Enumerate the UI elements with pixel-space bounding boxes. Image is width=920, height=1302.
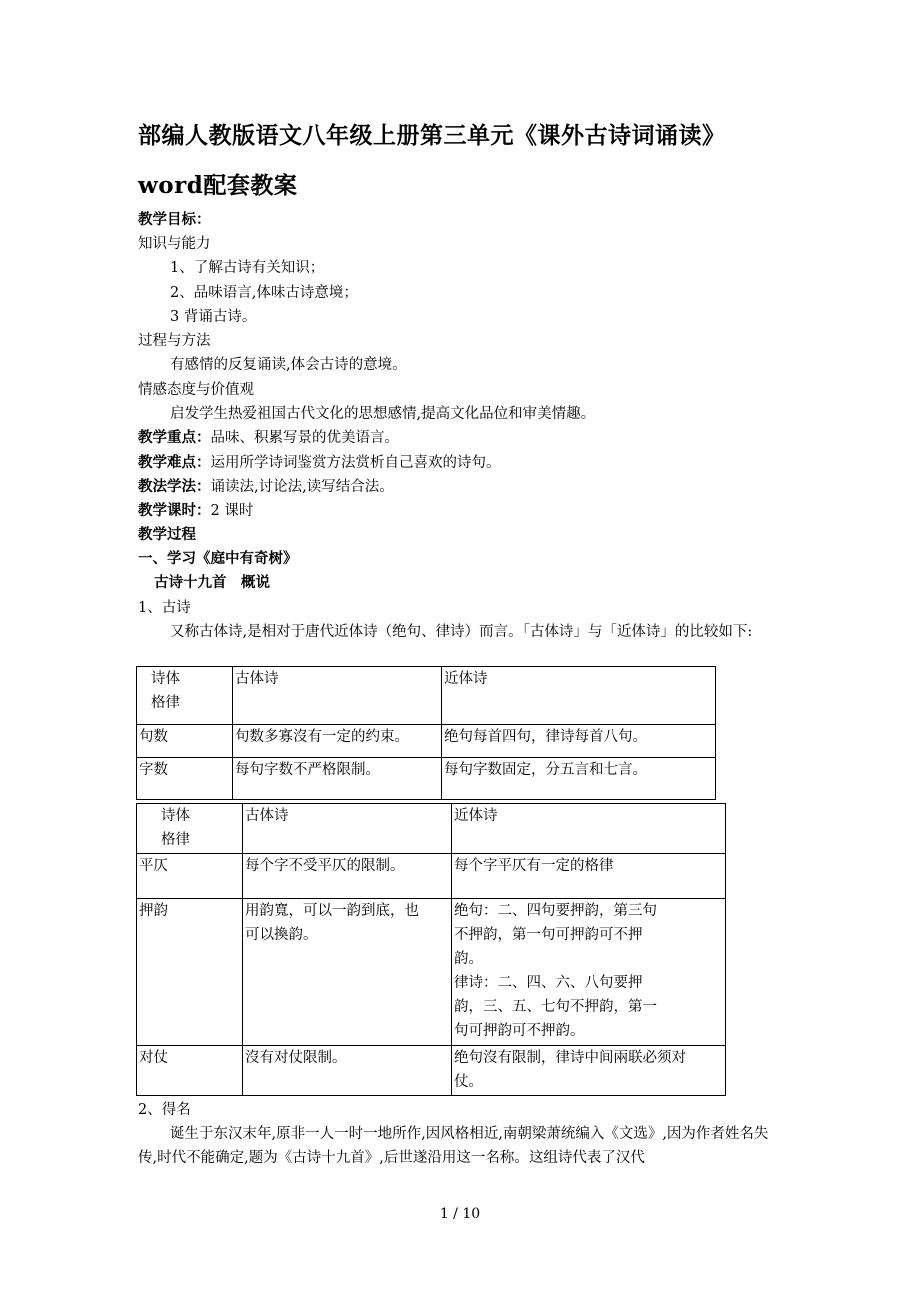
table-cell-text: 诗体 格律 [161, 808, 190, 848]
item-1-text: 又称古体诗,是相对于唐代近体诗（绝句、律诗）而言。「古体诗」与「近体诗」的比较如下: [170, 624, 753, 640]
table-cell [137, 725, 233, 758]
table-row [137, 758, 716, 800]
hours-label: 教学课时： [138, 502, 211, 519]
table-cell [137, 804, 243, 854]
table-cell-text: 古体诗 [235, 671, 279, 687]
table-cell-text: 绝句：二、四句要押韵，第三句 不押韵，第一句可押韵可不押 韵。 律诗：二、四、六、八句要押 韵，三、五、七句不押韵，第一 句可押韵可不押韵。 [454, 903, 657, 1039]
document-title-line1: 部编人教版语文八年级上册第三单元《课外古诗词诵读》 [138, 122, 726, 149]
table-cell [442, 758, 716, 800]
comparison-table-2 [136, 803, 726, 1096]
item-2-text: 诞生于东汉末年,原非一人一时一地所作,因风格相近,南朝梁萧统编入《文选》,因为作者姓名失传,时代不能确定,题为《古诗十九首》,后世遂沿用这一名称。这组诗代表了汉代 [138, 1126, 769, 1166]
table-cell-text: 每句字数固定，分五言和七言。 [444, 762, 647, 778]
document-title-line2: word配套教案 [138, 172, 298, 199]
table-cell-text: 绝句沒有限制，律诗中间兩联必须对 仗。 [454, 1050, 686, 1090]
knowledge-label: 知识与能力 [138, 236, 211, 252]
table-cell-text: 古体诗 [245, 808, 289, 824]
table-header-row [137, 667, 716, 725]
table-header-row [137, 804, 726, 854]
table-cell-text: 沒有对仗限制。 [245, 1050, 347, 1066]
table-cell [233, 667, 442, 725]
difficulty [138, 451, 501, 475]
table-cell-text: 每个字平仄有一定的格律 [454, 858, 614, 874]
hours-text: 2 课时 [210, 503, 254, 519]
method [138, 475, 394, 499]
table-cell [442, 725, 716, 758]
item-2-label: 2、得名 [138, 1102, 191, 1118]
table-row [137, 854, 726, 899]
page-number: 1 / 10 [439, 1206, 481, 1222]
key-point-label: 教学重点： [138, 429, 211, 446]
table-cell [243, 804, 452, 854]
attitude-label: 情感态度与价值观 [138, 382, 254, 398]
table-cell [243, 1046, 452, 1096]
difficulty-text: 运用所学诗词鉴赏方法赏析自己喜欢的诗句。 [210, 455, 501, 471]
table-cell [137, 899, 243, 1046]
table-cell-text: 用韵寬，可以一韵到底，也 可以換韵。 [245, 903, 419, 943]
table-cell [233, 758, 442, 800]
table-cell-text: 每句字数不严格限制。 [235, 762, 380, 778]
objective-item-3: 3 背诵古诗。 [170, 309, 257, 325]
table-cell-text: 句数 [139, 729, 168, 745]
attitude-text: 启发学生热爱祖国古代文化的思想感情,提高文化品位和审美情趣。 [170, 406, 596, 422]
key-point-text: 品味、积累写景的优美语言。 [210, 430, 399, 446]
table-row [137, 899, 726, 1046]
process-heading: 教学过程 [138, 526, 196, 543]
comparison-table-1 [136, 666, 716, 800]
table-cell [137, 758, 233, 800]
objectives-heading: 教学目标： [138, 211, 211, 228]
table-cell [233, 725, 442, 758]
table-cell [452, 854, 726, 899]
table-cell-text: 近体诗 [444, 671, 488, 687]
table-cell-text: 字数 [139, 762, 168, 778]
table-cell [442, 667, 716, 725]
table-cell-text: 句数多寡沒有一定的约束。 [235, 729, 409, 745]
table-cell-text: 绝句每首四句，律诗每首八句。 [444, 729, 647, 745]
objective-item-2: 2、品味语言,体味古诗意境； [170, 285, 358, 301]
table-cell-text: 押韵 [139, 903, 168, 919]
difficulty-label: 教学难点： [138, 454, 211, 471]
item-1-label: 1、古诗 [138, 600, 191, 616]
objective-item-1: 1、了解古诗有关知识； [170, 260, 325, 276]
table-cell [452, 899, 726, 1046]
process-label: 过程与方法 [138, 333, 211, 349]
hours [138, 499, 253, 523]
table-row [137, 725, 716, 758]
table-row [137, 1046, 726, 1096]
table-cell [243, 854, 452, 899]
table-cell-text: 平仄 [139, 858, 168, 874]
table-cell-text: 诗体 格律 [151, 671, 180, 711]
table-cell [137, 1046, 243, 1096]
method-text: 诵读法,讨论法,读写结合法。 [210, 479, 394, 495]
table-cell-text: 对仗 [139, 1050, 168, 1066]
table-cell [137, 854, 243, 899]
table-cell [243, 899, 452, 1046]
subsection-heading: 古诗十九首 概说 [154, 574, 270, 591]
table-cell [137, 667, 233, 725]
process-text: 有感情的反复诵读,体会古诗的意境。 [170, 357, 407, 373]
table-cell-text: 每个字不受平仄的限制。 [245, 858, 405, 874]
table-cell-text: 近体诗 [454, 808, 498, 824]
table-cell [452, 1046, 726, 1096]
table-cell [452, 804, 726, 854]
method-label: 教法学法： [138, 478, 211, 495]
section-1-heading: 一、学习《庭中有奇树》 [138, 550, 298, 567]
key-point [138, 426, 399, 450]
